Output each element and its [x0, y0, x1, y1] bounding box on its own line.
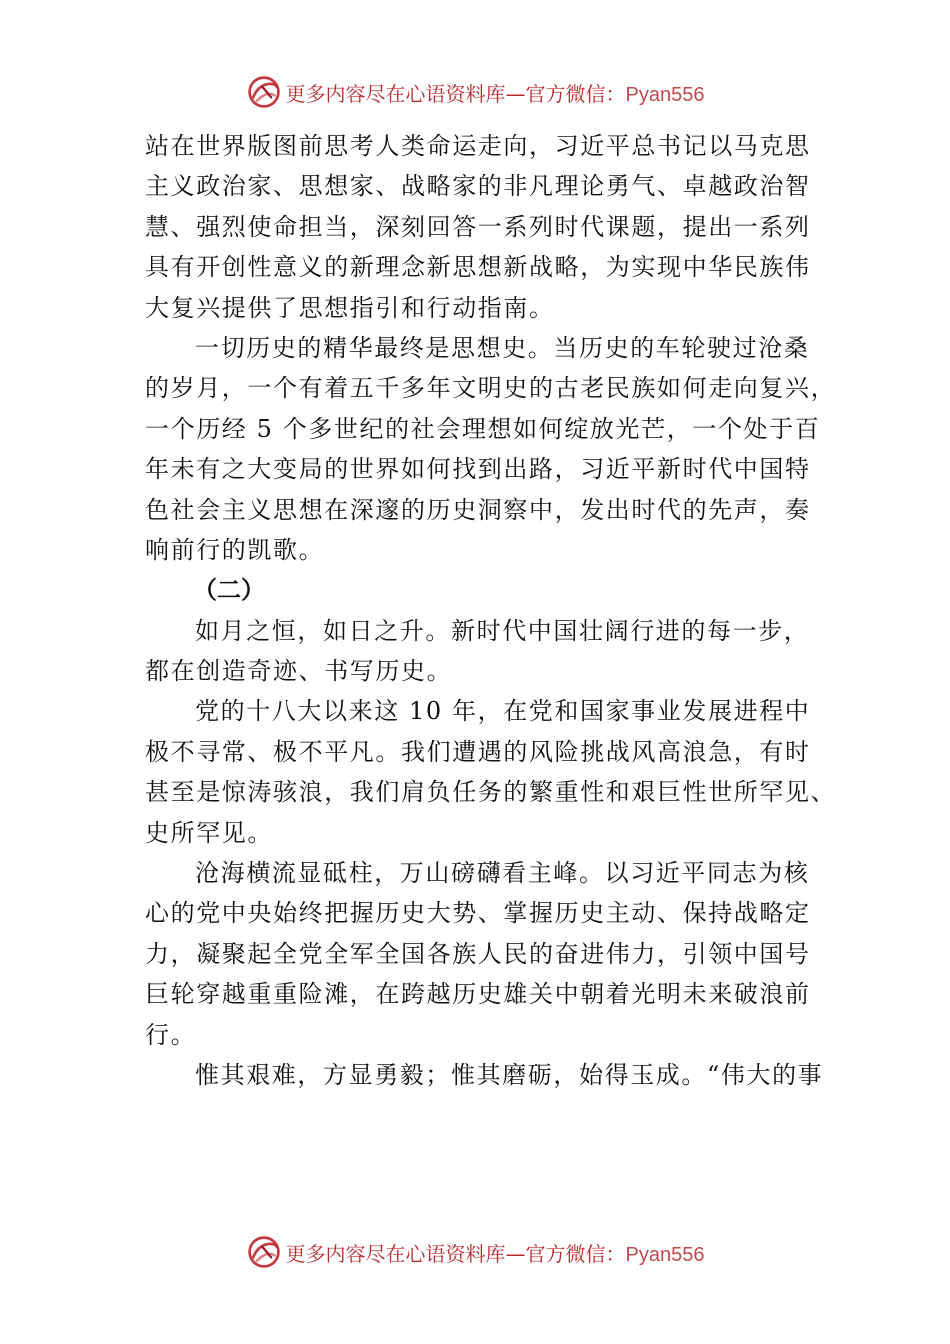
watermark-text: 更多内容尽在心语资料库—官方微信：Pyan556: [285, 81, 705, 106]
paragraph: [145, 1055, 835, 1095]
text-line: 力，凝聚起全党全军全国各族人民的奋进伟力，引领中国号: [145, 939, 811, 968]
text-line: 极不寻常、极不平凡。我们遭遇的风险挑战风高浪急，有时: [145, 737, 811, 766]
text-line: 站在世界版图前思考人类命运走向，习近平总书记以马克思: [145, 132, 811, 160]
text-line: 党的十八大以来这 10 年，在党和国家事业发展进程中: [195, 697, 811, 726]
text-line: 如月之恒，如日之升。新时代中国壮阔行进的每一步，: [195, 616, 810, 645]
paragraph: [145, 611, 835, 692]
text-line: 一切历史的精华最终是思想史。当历史的车轮驶过沧桑: [195, 333, 810, 362]
watermark-text: 更多内容尽在心语资料库—官方微信：Pyan556: [285, 1241, 705, 1266]
swirl-logo-icon: [246, 74, 282, 110]
paragraph: [145, 691, 835, 853]
text-line: 巨轮穿越重重险滩，在跨越历史雄关中朝着光明未来破浪前: [145, 980, 811, 1009]
wechat-id: Pyan556: [625, 83, 705, 106]
text-line: 慧、强烈使命担当，深刻回答一系列时代课题，提出一系列: [145, 212, 811, 241]
text-line: 甚至是惊涛骇浪，我们肩负任务的繁重性和艰巨性世所罕见、: [145, 778, 837, 807]
text-line: 沧海横流显砥柱，万山磅礴看主峰。以习近平同志为核: [195, 859, 810, 888]
text-line: 的岁月，一个有着五千多年文明史的古老民族如何走向复兴，: [145, 374, 837, 403]
text-line: 心的党中央始终把握历史大势、掌握历史主动、保持战略定: [145, 899, 811, 928]
text-line: 大复兴提供了思想指引和行动指南。: [145, 293, 555, 322]
header-watermark: [0, 72, 950, 112]
paragraph: [145, 853, 835, 1055]
text-line: 具有开创性意义的新理念新思想新战略，为实现中华民族伟: [145, 253, 811, 282]
text-line: 史所罕见。: [145, 818, 273, 847]
text-line: 色社会主义思想在深邃的历史洞察中，发出时代的先声，奏: [145, 495, 811, 524]
text-line: 一个历经 5 个多世纪的社会理想如何绽放光芒，一个处于百: [145, 414, 821, 443]
heading-text: （二）: [193, 576, 265, 605]
paragraph: [145, 126, 835, 328]
text-line: 行。: [145, 1020, 197, 1049]
document-body: [145, 126, 835, 1095]
swirl-logo-icon: [246, 1234, 282, 1270]
text-line: 惟其艰难，方显勇毅；惟其磨砺，始得玉成。“伟大的事: [195, 1060, 824, 1089]
text-line: 响前行的凯歌。: [145, 535, 325, 564]
paragraph: [145, 328, 835, 570]
footer-watermark: [0, 1232, 950, 1272]
wechat-id: Pyan556: [625, 1243, 705, 1266]
text-line: 年未有之大变局的世界如何找到出路，习近平新时代中国特: [145, 455, 811, 484]
text-line: 主义政治家、思想家、战略家的非凡理论勇气、卓越政治智: [145, 172, 811, 201]
text-line: 都在创造奇迹、书写历史。: [145, 657, 453, 686]
section-heading: [145, 570, 835, 610]
